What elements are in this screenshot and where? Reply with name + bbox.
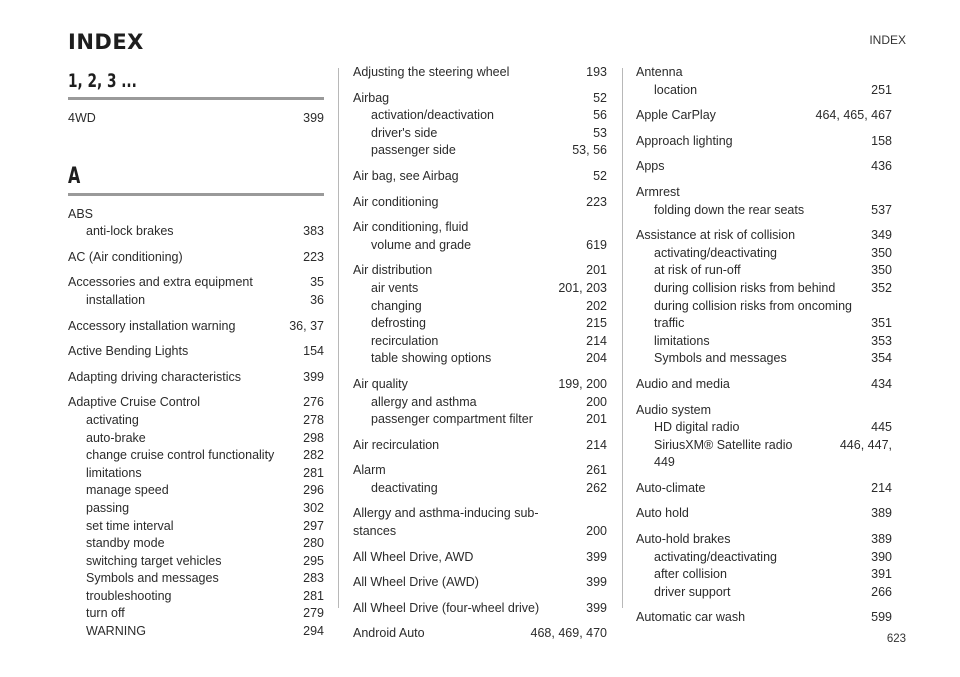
index-entry-row [636, 531, 892, 549]
index-subentry-row [68, 465, 324, 483]
index-entry-row [353, 168, 607, 186]
page-reference: 599 [871, 610, 892, 625]
index-term: standby mode [86, 536, 165, 551]
index-entry [68, 249, 324, 267]
page-reference: 204 [586, 351, 607, 366]
page-reference: 389 [871, 532, 892, 547]
page-reference: 446, 447, [839, 437, 892, 452]
index-entry [68, 318, 324, 336]
index-term: Antenna [636, 65, 683, 79]
index-term: Assistance at risk of collision [636, 228, 796, 243]
page-reference: 464, 465, 467 [815, 108, 892, 123]
index-subentry-row [68, 447, 324, 465]
index-subentry-row [636, 584, 892, 602]
page-reference: 349 [871, 228, 892, 243]
index-entry-row [353, 376, 607, 394]
page-reference: 295 [303, 553, 324, 568]
index-subentry-row [68, 535, 324, 553]
index-term: manage speed [86, 483, 169, 498]
section-rule [68, 193, 324, 196]
index-entry-row [353, 549, 607, 567]
index-entry [353, 600, 607, 618]
index-entry [636, 158, 892, 176]
page-reference: 154 [303, 344, 324, 359]
index-entry [636, 480, 892, 498]
index-entry [68, 369, 324, 387]
page-reference: 468, 469, 470 [530, 626, 607, 641]
index-entry [353, 625, 607, 643]
section-heading-a: A [68, 163, 81, 189]
index-term: activation/deactivation [371, 108, 494, 123]
index-entry-row [636, 609, 892, 627]
index-term: All Wheel Drive (AWD) [353, 575, 479, 590]
index-entry [353, 194, 607, 212]
index-term: activating/deactivating [654, 549, 777, 564]
page-reference: 53 [593, 125, 607, 140]
page-reference: 282 [303, 448, 324, 463]
index-subentry-row [636, 333, 892, 351]
index-entry-row [353, 64, 607, 82]
page-reference: 53, 56 [572, 143, 607, 158]
page-reference: 296 [303, 483, 324, 498]
index-entry-row [636, 184, 892, 202]
index-term: AC (Air conditioning) [68, 249, 183, 264]
section-numbers-entries [68, 110, 324, 128]
page-reference: 353 [871, 333, 892, 348]
page-reference: 350 [871, 245, 892, 260]
index-term: All Wheel Drive (four-wheel drive) [353, 600, 540, 615]
index-entry [353, 462, 607, 497]
index-term: passenger side [371, 143, 456, 158]
index-term: Accessory installation warning [68, 318, 236, 333]
index-subentry-row [353, 142, 607, 160]
page-reference: 351 [871, 316, 892, 331]
index-entry [68, 110, 324, 128]
page-reference: 281 [303, 465, 324, 480]
index-term: Allergy and asthma-inducing sub- [353, 506, 539, 521]
page-reference: 199, 200 [558, 376, 607, 391]
index-entry-row [353, 219, 607, 237]
index-entry-row [353, 262, 607, 280]
page-number: 623 [886, 633, 906, 645]
page-reference: 215 [586, 316, 607, 331]
index-term: auto-brake [86, 430, 146, 445]
index-entry-row [636, 227, 892, 245]
index-term: activating [86, 412, 139, 427]
index-subentry-row [636, 82, 892, 100]
index-term: Adjusting the steering wheel [353, 65, 510, 79]
index-term: Adaptive Cruise Control [68, 395, 201, 410]
index-subentry-row [68, 482, 324, 500]
index-term: deactivating [371, 480, 438, 495]
page-reference: 445 [871, 420, 892, 435]
index-entry-row [353, 574, 607, 592]
index-term: turn off [86, 606, 125, 621]
index-subentry-row [68, 605, 324, 623]
index-term: Audio system [636, 402, 712, 417]
page-reference: 262 [586, 480, 607, 495]
index-entry [353, 168, 607, 186]
column-divider [338, 68, 339, 608]
page-reference: 193 [586, 65, 607, 79]
index-term: Air bag, see Airbag [353, 168, 459, 183]
index-subentry-row [636, 202, 892, 220]
index-entry [68, 206, 324, 241]
index-subentry-row [68, 292, 324, 310]
index-subentry-row [636, 437, 892, 455]
index-subentry-row [353, 298, 607, 316]
page-reference: 251 [871, 82, 892, 97]
index-entry [353, 549, 607, 567]
index-entry-row [68, 394, 324, 412]
index-entry [636, 505, 892, 523]
index-term: All Wheel Drive, AWD [353, 549, 474, 564]
page-reference: 354 [871, 351, 892, 366]
index-subentry-row [68, 223, 324, 241]
page-reference: 36, 37 [289, 318, 324, 333]
page-reference: 223 [586, 194, 607, 209]
page-reference: 391 [871, 567, 892, 582]
index-term: traffic [654, 316, 685, 331]
index-term: Auto-climate [636, 480, 706, 495]
page-reference: 281 [303, 588, 324, 603]
index-term: limitations [86, 465, 142, 480]
index-term: Air quality [353, 376, 408, 391]
index-entry [353, 64, 607, 82]
index-entry [68, 274, 324, 309]
index-term: activating/deactivating [654, 245, 777, 260]
index-term: during collision risks from behind [654, 280, 836, 295]
page-reference: 276 [303, 395, 324, 410]
index-entry-row [68, 206, 324, 224]
index-term: air vents [371, 280, 419, 295]
index-subentry-row [353, 411, 607, 429]
index-entry-row [636, 133, 892, 151]
section-a-entries [68, 206, 324, 641]
page-title: INDEX [68, 30, 144, 54]
index-term: switching target vehicles [86, 553, 222, 568]
index-term: WARNING [86, 624, 146, 639]
index-entry [353, 262, 607, 368]
index-term: set time interval [86, 518, 174, 533]
index-entry-row [353, 600, 607, 618]
index-entry-row [636, 107, 892, 125]
index-entry [353, 376, 607, 429]
index-entry-row [68, 318, 324, 336]
running-head: INDEX [869, 33, 906, 47]
index-term: Symbols and messages [654, 351, 787, 366]
index-entry [353, 437, 607, 455]
page-reference: 280 [303, 536, 324, 551]
index-term: Air distribution [353, 263, 433, 278]
page-reference: 619 [586, 237, 607, 252]
index-subentry-row [68, 500, 324, 518]
index-term: change cruise control functionality [86, 448, 275, 463]
index-term: changing [371, 298, 422, 313]
index-entry-row [636, 64, 892, 82]
page-reference: 214 [871, 480, 892, 495]
index-term: ABS [68, 206, 94, 221]
page-reference: 383 [303, 224, 324, 239]
page-reference: 35 [310, 275, 324, 290]
index-term: limitations [654, 333, 710, 348]
column-divider [622, 68, 623, 608]
page-reference: 158 [871, 133, 892, 148]
page-reference: 399 [586, 600, 607, 615]
index-subentry-row [353, 480, 607, 498]
index-entry [636, 402, 892, 472]
index-subentry-row [68, 518, 324, 536]
index-entry [636, 531, 892, 601]
index-subentry-row [68, 430, 324, 448]
index-entry [636, 133, 892, 151]
index-entry [68, 394, 324, 640]
index-entry-row [353, 437, 607, 455]
index-term: Symbols and messages [86, 571, 219, 586]
index-entry-row [636, 480, 892, 498]
index-term: Auto-hold brakes [636, 532, 731, 547]
index-subentry-row [353, 315, 607, 333]
page-reference: 201 [586, 263, 607, 278]
index-term: recirculation [371, 333, 439, 348]
index-subentry-row [353, 107, 607, 125]
page-reference: 294 [303, 624, 324, 639]
index-subentry-row [636, 419, 892, 437]
section-rule [68, 97, 324, 100]
index-term: 4WD [68, 111, 96, 125]
section-heading-numbers: 1, 2, 3 ... [68, 70, 137, 92]
index-entry-row [636, 505, 892, 523]
index-term: anti-lock brakes [86, 224, 174, 239]
page-reference: 223 [303, 249, 324, 264]
index-term: Air conditioning [353, 194, 439, 209]
index-term: after collision [654, 567, 727, 582]
index-subentry-row [636, 262, 892, 280]
page-reference: 399 [586, 549, 607, 564]
page-reference: 352 [871, 280, 892, 295]
index-entry-row [68, 274, 324, 292]
index-entry [353, 574, 607, 592]
index-term: Armrest [636, 184, 680, 199]
index-term: defrosting [371, 316, 426, 331]
page-reference: 266 [871, 584, 892, 599]
index-term: SiriusXM® Satellite radio [654, 437, 793, 452]
index-term: installation [86, 292, 146, 307]
page-reference: 297 [303, 518, 324, 533]
index-subentry-row [353, 125, 607, 143]
page-reference: 201, 203 [558, 280, 607, 295]
index-column-3 [636, 64, 892, 635]
index-subentry-row [636, 566, 892, 584]
index-entry-row [68, 110, 324, 128]
index-term: table showing options [371, 351, 492, 366]
index-term: stances [353, 524, 397, 539]
page-reference: 399 [303, 369, 324, 384]
index-term: allergy and asthma [371, 394, 477, 409]
index-term: Accessories and extra equipment [68, 275, 253, 290]
index-entry [636, 184, 892, 219]
index-subentry-row [68, 553, 324, 571]
page-reference: 214 [586, 437, 607, 452]
index-term: troubleshooting [86, 588, 172, 603]
index-entry-row [636, 402, 892, 420]
page-reference: 389 [871, 506, 892, 521]
page-reference: 201 [586, 412, 607, 427]
index-entry-row [353, 625, 607, 643]
index-subentry-row [68, 570, 324, 588]
index-term: location [654, 82, 698, 97]
page-reference: 279 [303, 606, 324, 621]
index-subentry-row [68, 412, 324, 430]
index-term: Adapting driving characteristics [68, 369, 241, 384]
index-term: Active Bending Lights [68, 344, 189, 359]
index-subentry-row [636, 298, 892, 316]
index-term: Audio and media [636, 376, 730, 391]
index-term: passenger compartment filter [371, 412, 533, 427]
index-term: Alarm [353, 463, 386, 478]
page-reference: 434 [871, 376, 892, 391]
index-subentry-row [636, 350, 892, 368]
page-reference: 278 [303, 412, 324, 427]
index-term: Automatic car wash [636, 610, 746, 625]
index-entry [636, 227, 892, 368]
index-subentry-row [353, 237, 607, 255]
page-reference: 399 [586, 575, 607, 590]
index-term: Android Auto [353, 626, 425, 641]
index-entry [636, 64, 892, 99]
index-column-2 [353, 64, 607, 651]
page-reference: 52 [593, 90, 607, 105]
page-reference: 436 [871, 159, 892, 174]
index-term: HD digital radio [654, 420, 740, 435]
index-term: Apple CarPlay [636, 108, 716, 123]
index-subentry-row [636, 549, 892, 567]
index-entry [353, 505, 607, 540]
index-entry-row [353, 462, 607, 480]
index-entry [353, 219, 607, 254]
index-term: Air conditioning, fluid [353, 220, 469, 235]
index-entry-row [636, 158, 892, 176]
index-entry-row [353, 194, 607, 212]
index-entry [636, 376, 892, 394]
index-term: volume and grade [371, 237, 472, 252]
index-term: driver's side [371, 125, 438, 140]
index-entry [353, 90, 607, 160]
page-reference: 200 [586, 394, 607, 409]
index-entry [636, 107, 892, 125]
index-term: at risk of run-off [654, 263, 741, 278]
page-reference: 52 [593, 168, 607, 183]
index-term: driver support [654, 584, 731, 599]
page-reference: 298 [303, 430, 324, 445]
index-entry-continuation [353, 523, 607, 541]
index-term: folding down the rear seats [654, 202, 805, 217]
page-reference: 283 [303, 571, 324, 586]
index-term: Auto hold [636, 506, 689, 521]
page-reference: 202 [586, 298, 607, 313]
page-reference: 350 [871, 263, 892, 278]
page-reference: 390 [871, 549, 892, 564]
index-entry-row [353, 90, 607, 108]
page-reference: 200 [586, 524, 607, 539]
index-subentry-row [636, 454, 892, 472]
index-subentry-row [636, 280, 892, 298]
page-reference: 56 [593, 108, 607, 123]
index-subentry-row [353, 394, 607, 412]
page-reference: 399 [303, 111, 324, 125]
index-entry-row [68, 343, 324, 361]
index-term: 449 [654, 455, 675, 470]
index-term: during collision risks from oncoming [654, 298, 852, 313]
page-reference: 302 [303, 500, 324, 515]
index-term: Approach lighting [636, 133, 733, 148]
page-reference: 261 [586, 463, 607, 478]
index-subentry-row [353, 350, 607, 368]
index-entry-row [636, 376, 892, 394]
page-reference: 537 [871, 202, 892, 217]
index-subentry-row [68, 588, 324, 606]
index-subentry-row [68, 623, 324, 641]
index-subentry-row [353, 280, 607, 298]
index-term: Airbag [353, 90, 390, 105]
index-term: Apps [636, 159, 665, 174]
index-entry [68, 343, 324, 361]
index-entry [636, 609, 892, 627]
page-reference: 36 [310, 292, 324, 307]
index-column-1 [68, 64, 324, 649]
index-term: passing [86, 500, 130, 515]
page-reference: 214 [586, 333, 607, 348]
index-term: Air recirculation [353, 437, 440, 452]
index-subentry-row [353, 333, 607, 351]
index-entry-row [68, 249, 324, 267]
index-subentry-row [636, 245, 892, 263]
index-entry-row [68, 369, 324, 387]
index-subentry-row [636, 315, 892, 333]
index-entry-row [353, 505, 607, 523]
